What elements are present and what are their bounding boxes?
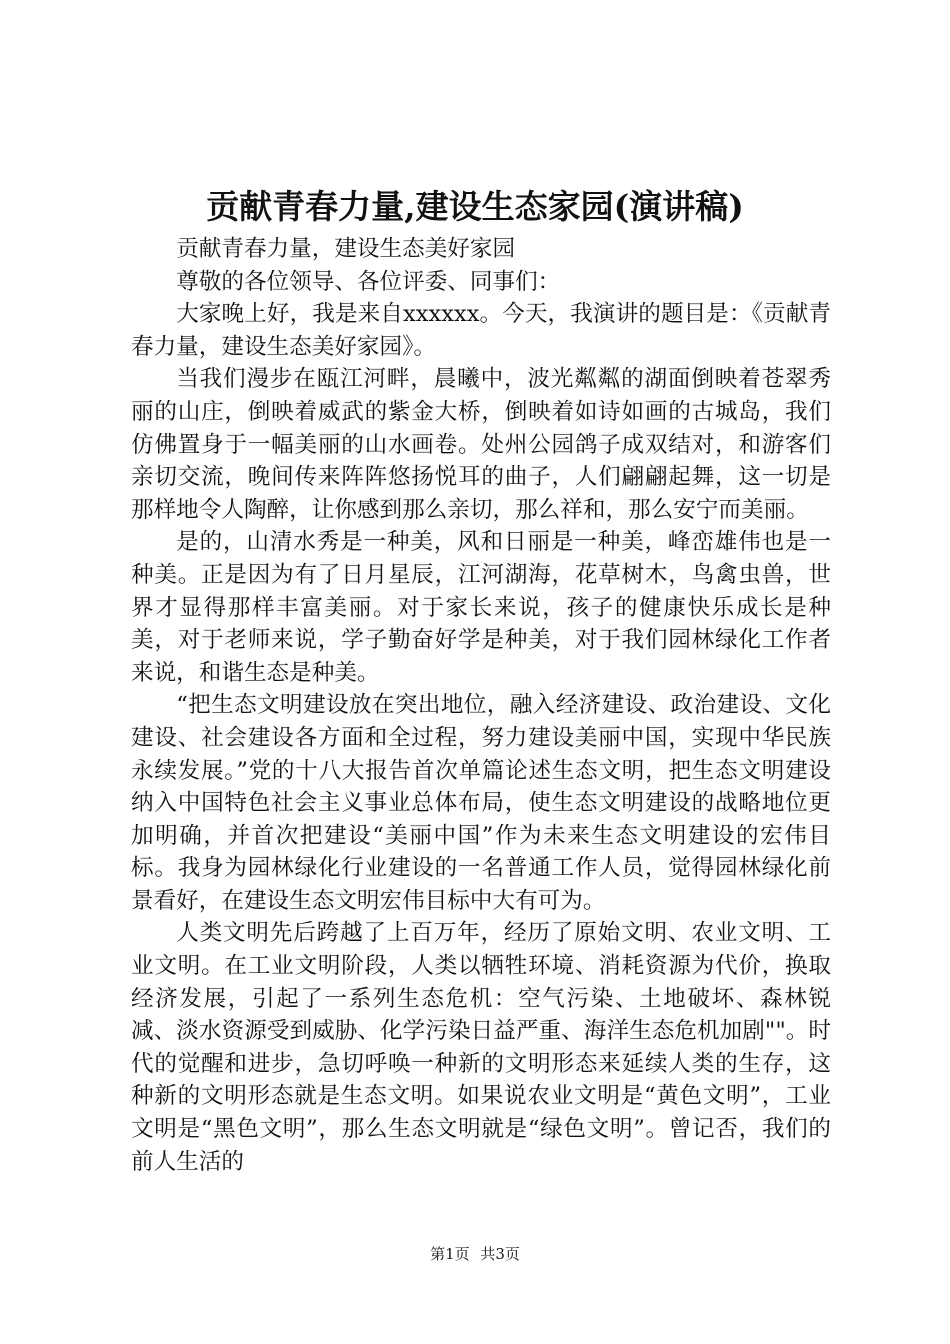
paragraph-beauty: 是的，山清水秀是一种美，风和日丽是一种美，峰峦雄伟也是一种美。正是因为有了日月星辰，江河湖海，花草树木，鸟禽虫兽，世界才显得那样丰富美丽。对于家长来说，孩子的健康快乐成长是种美，对于老师来说，学子勤奋好学是种美，对于我们园林绿化工作者来说，和谐生态是种美。 bbox=[131, 529, 831, 686]
paragraph-salutation: 尊敬的各位领导、各位评委、同事们： bbox=[176, 268, 561, 295]
page-footer bbox=[0, 1244, 950, 1264]
document-title: 贡献青春力量,建设生态家园(演讲稿) bbox=[206, 187, 744, 226]
page-number-total: 共3页 bbox=[480, 1245, 520, 1263]
document-body bbox=[131, 233, 831, 1178]
page-number-current: 第1页 bbox=[430, 1245, 470, 1263]
paragraph-subtitle: 贡献青春力量，建设生态美好家园 bbox=[176, 236, 516, 262]
paragraph-human-civilization: 人类文明先后跨越了上百万年，经历了原始文明、农业文明、工业文明。在工业文明阶段，人类以牺牲环境、消耗资源为代价，换取经济发展，引起了一系列生态危机：空气污染、土地破坏、森林锐减、淡水资源受到威胁、化学污染日益严重、海洋生态危机加剧""。时代的觉醒和进步，急切呼唤一种新的文明形态来延续人类的生存，这种新的文明形态就是生态文明。如果说农业文明是“黄色文明”，工业文明是“黑色文明”，那么生态文明就是“绿色文明”。曾记否，我们的前人生活的 bbox=[131, 920, 831, 1175]
paragraph-greeting: 大家晚上好，我是来自xxxxxx。今天，我演讲的题目是：《贡献青春力量，建设生态美好家园》。 bbox=[131, 301, 831, 360]
paragraph-ecological-civilization: “把生态文明建设放在突出地位，融入经济建设、政治建设、文化建设、社会建设各方面和全过程，努力建设美丽中国，实现中华民族永续发展。”党的十八大报告首次单篇论述生态文明，把生态文明建设纳入中国特色社会主义事业总体布局，使生态文明建设的战略地位更加明确，并首次把建设“美丽中国”作为未来生态文明建设的宏伟目标。我身为园林绿化行业建设的一名普通工作人员，觉得园林绿化前景看好，在建设生态文明宏伟目标中大有可为。 bbox=[131, 692, 831, 914]
paragraph-scenery: 当我们漫步在瓯江河畔，晨曦中，波光粼粼的湖面倒映着苍翠秀丽的山庄，倒映着威武的紫金大桥，倒映着如诗如画的古城岛，我们仿佛置身于一幅美丽的山水画卷。处州公园鸽子成双结对，和游客们亲切交流，晚间传来阵阵悠扬悦耳的曲子，人们翩翩起舞，这一切是那样地令人陶醉，让你感到那么亲切，那么祥和，那么安宁而美丽。 bbox=[131, 366, 831, 523]
